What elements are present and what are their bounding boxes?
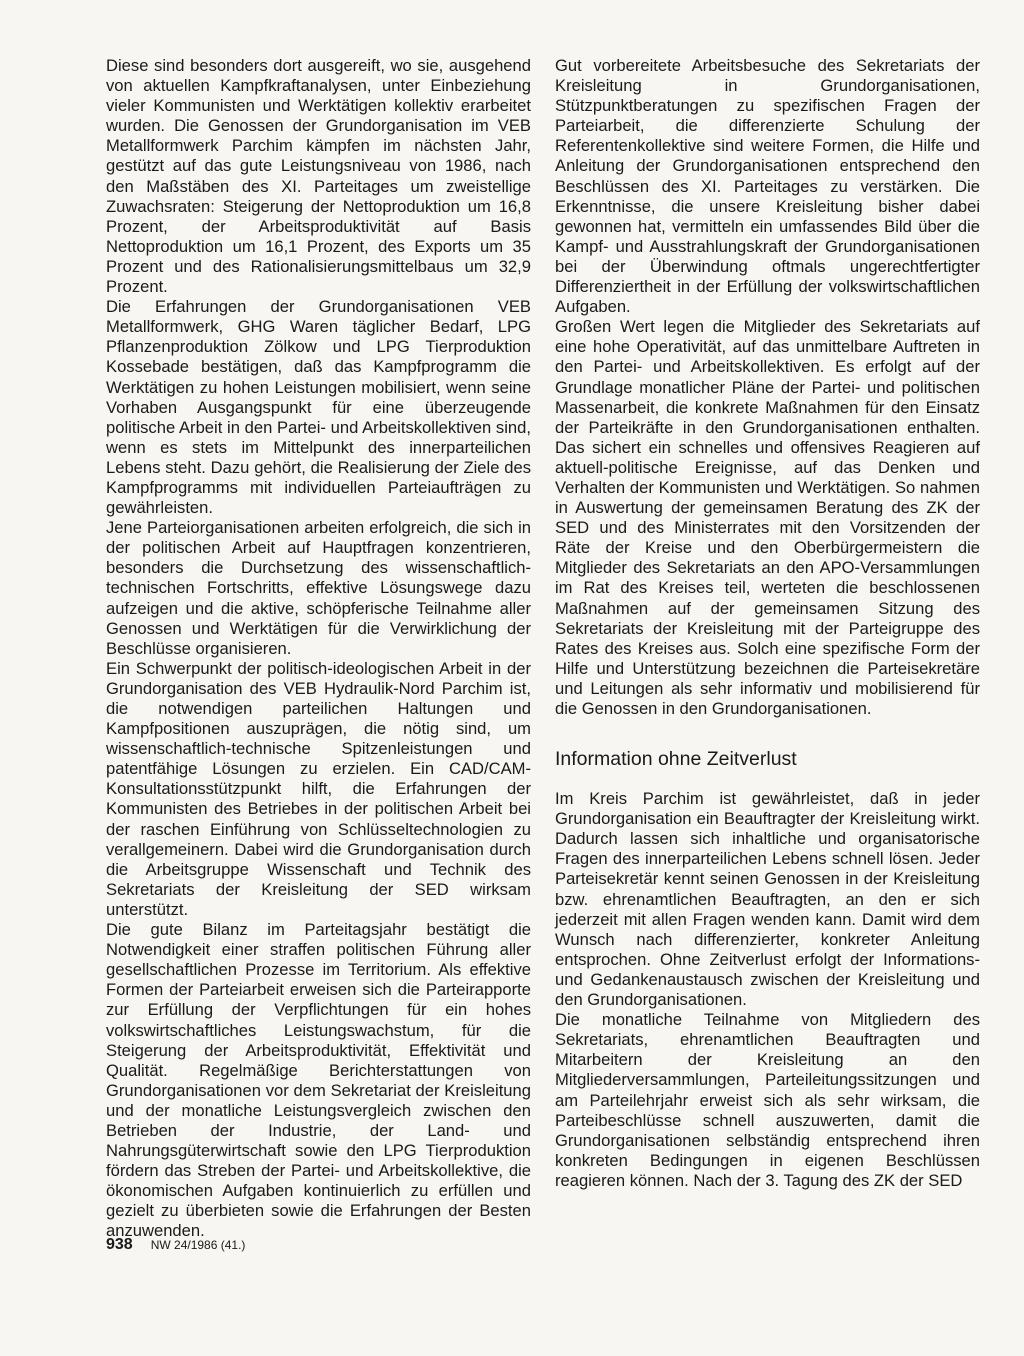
issue-label: NW 24/1986 (41.) xyxy=(150,1238,246,1252)
body-paragraph: Ein Schwerpunkt der politisch-ideologischen Arbeit in der Grundorganisation des VEB Hydraulik-Nord Parchim ist, die notwendigen parteilichen Haltungen und Kampfpositionen auszuprägen, die nötig sind, um wissenschaftlich-technische Spitzenleistungen und patentfähige Lösungen zu erzielen. Ein CAD/CAM-Konsultationsstützpunkt hilft, die Erfahrungen der Kommunisten des Betriebes in der politischen Arbeit bei der raschen Einführung von Schlüsseltechnologien zu verallgemeinern. Dabei wird die Grundorganisation durch die Arbeitsgruppe Wissenschaft und Technik des Sekretariats der Kreisleitung der SED wirksam unterstützt. xyxy=(106,658,531,919)
body-paragraph: Die gute Bilanz im Parteitagsjahr bestätigt die Notwendigkeit einer straffen politischen Führung aller gesellschaftlichen Prozesse im Territorium. Als effektive Formen der Parteiarbeit erweisen sich die Parteirapporte zur Erfüllung der Verpflichtungen für ein hohes volkswirtschaftliches Leistungswachstum, für die Steigerung der Arbeitsproduktivität, Effektivität und Qualität. Regelmäßige Berichterstattungen von Grundorganisationen vor dem Sekretariat der Kreisleitung und der monatliche Leistungsvergleich zwischen den Betrieben der Industrie, der Land- und Nahrungsgüterwirtschaft sowie den LPG Tierproduktion fördern das Streben der Partei- und Arbeitskollektive, die ökonomischen Aufgaben kontinuierlich zu erfüllen und gezielt zu überbieten sowie die Erfahrungen der Besten anzuwenden. xyxy=(106,920,531,1241)
left-column xyxy=(106,56,531,1242)
body-paragraph: Im Kreis Parchim ist gewährleistet, daß in jeder Grundorganisation ein Beauftragter der Kreisleitung wirkt. Dadurch lassen sich inhaltliche und organisatorische Fragen des innerparteilichen Lebens schnell lösen. Jeder Parteisekretär kennt seinen Genossen in der Kreisleitung bzw. ehrenamtlichen Beauftragten, an den er sich jederzeit mit allen Fragen wenden kann. Damit wird dem Wunsch nach differenzierter, konkreter Anleitung entsprochen. Ohne Zeitverlust erfolgt der Informations- und Gedankenaustausch zwischen der Kreisleitung und den Grundorganisationen. xyxy=(555,789,980,1010)
body-paragraph: Großen Wert legen die Mitglieder des Sekretariats auf eine hohe Operativität, auf das unmittelbare Auftreten in den Partei- und Arbeitskollektiven. Es erfolgt auf der Grundlage monatlicher Pläne der Partei- und politischen Massenarbeit, die konkrete Maßnahmen für den Einsatz der Parteikräfte in den Grundorganisationen enthalten. Das sichert ein schnelles und offensives Reagieren auf aktuell-politische Ereignisse, auf das Denken und Verhalten der Kommunisten und Werktätigen. So nahmen in Auswertung der gemeinsamen Beratung des ZK der SED und des Ministerrates mit den Vorsitzenden der Räte der Kreise und den Oberbürgermeistern die Mitglieder des Sekretariats an den APO-Versammlungen im Rat des Kreises teil, werteten die beschlossenen Maßnahmen auf der gemeinsamen Sitzung des Sekretariats der Kreisleitung mit der Parteigruppe des Rates des Kreises aus. Solch eine spezifische Form der Hilfe und Unterstützung bezeichnen die Parteisekretäre und Leitungen als sehr informativ und mobilisierend für die Genossen in den Grundorganisationen. xyxy=(555,317,980,718)
page-footer xyxy=(106,1236,245,1254)
body-paragraph: Die Erfahrungen der Grundorganisationen VEB Metallformwerk, GHG Waren täglicher Bedarf, LPG Pflanzenproduktion Zölkow und LPG Tierproduktion Kossebade bestätigen, daß das Kampfprogramm die Werktätigen zu hohen Leistungen mobilisiert, wenn seine Vorhaben Ausgangspunkt für eine überzeugende politische Arbeit in den Partei- und Arbeitskollektiven sind, wenn es stets im Mittelpunkt des innerparteilichen Lebens steht. Dazu gehört, die Realisierung der Ziele des Kampfprogramms mit individuellen Parteiaufträgen zu gewährleisten. xyxy=(106,297,531,518)
right-column xyxy=(555,56,980,1191)
body-paragraph: Die monatliche Teilnahme von Mitgliedern des Sekretariats, ehrenamtlichen Beauftragten und Mitarbeitern der Kreisleitung an den Mitgliederversammlungen, Parteileitungssitzungen und am Parteilehrjahr erweist sich als sehr wirksam, die Parteibeschlüsse schnell auszuwerten, damit die Grundorganisationen selbständig entsprechend ihren konkreten Bedingungen in eigenen Beschlüssen reagieren können. Nach der 3. Tagung des ZK der SED xyxy=(555,1010,980,1190)
page-number: 938 xyxy=(106,1236,133,1253)
body-paragraph: Diese sind besonders dort ausgereift, wo sie, ausgehend von aktuellen Kampfkraftanalysen, unter Einbeziehung vieler Kommunisten und Werktätigen kollektiv erarbeitet wurden. Die Genossen der Grundorganisation im VEB Metallformwerk Parchim kämpfen im nächsten Jahr, gestützt auf das gute Leistungsniveau von 1986, nach den Maßstäben des XI. Parteitages um zweistellige Zuwachsraten: Steigerung der Nettoproduktion um 16,8 Prozent, der Arbeitsproduktivität auf Basis Nettoproduktion um 16,1 Prozent, des Exports um 35 Prozent und des Rationalisierungsmittelbaus um 32,9 Prozent. xyxy=(106,56,531,297)
body-paragraph: Gut vorbereitete Arbeitsbesuche des Sekretariats der Kreisleitung in Grundorganisationen, Stützpunktberatungen zu spezifischen Fragen der Parteiarbeit, die differenzierte Schulung der Referentenkollektive sind weitere Formen, die Hilfe und Anleitung der Grundorganisationen entsprechend den Beschlüssen des XI. Parteitages zu verstärken. Die Erkenntnisse, die unsere Kreisleitung bisher dabei gewonnen hat, vermitteln ein umfassendes Bild über die Kampf- und Ausstrahlungskraft der Grundorganisationen bei der Überwindung oftmals ungerechtfertigter Differenziertheit in der Erfüllung der volkswirtschaftlichen Aufgaben. xyxy=(555,56,980,317)
section-heading: Information ohne Zeitverlust xyxy=(555,748,797,771)
body-paragraph: Jene Parteiorganisationen arbeiten erfolgreich, die sich in der politischen Arbeit auf Hauptfragen konzentrieren, besonders die Durchsetzung des wissenschaftlich-technischen Fortschritts, effektive Lösungswege dazu aufzeigen und die aktive, schöpferische Teilnahme aller Genossen und Werktätigen für die Verwirklichung der Beschlüsse organisieren. xyxy=(106,518,531,658)
